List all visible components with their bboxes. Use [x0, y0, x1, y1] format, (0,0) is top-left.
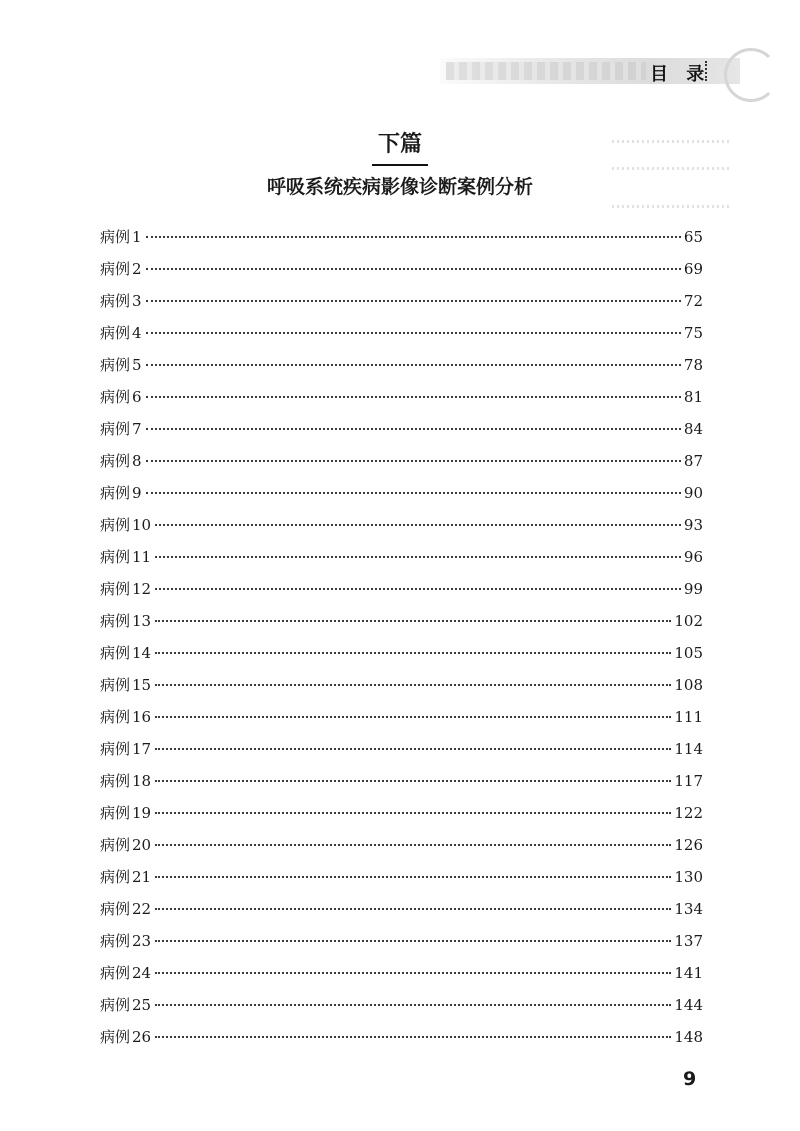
- toc-entry[interactable]: [100, 418, 703, 450]
- toc-entry-page: 99: [683, 580, 703, 598]
- toc-entry-prefix: 病例: [100, 740, 131, 758]
- toc-entry-number: 12: [132, 580, 152, 598]
- toc-entry-number: 1: [132, 228, 142, 246]
- toc-entry-label: [100, 354, 142, 375]
- toc-entry-number: 4: [132, 324, 142, 342]
- toc-entry[interactable]: [100, 546, 703, 578]
- toc-entry-prefix: 病例: [100, 932, 131, 950]
- toc-dot-leader: [155, 780, 671, 782]
- toc-dot-leader: [146, 460, 681, 462]
- toc-entry-prefix: 病例: [100, 516, 131, 534]
- part-subtitle: 呼吸系统疾病影像诊断案例分析: [266, 176, 533, 198]
- toc-entry-number: 2: [132, 260, 142, 278]
- toc-dot-leader: [146, 396, 681, 398]
- toc-entry-page: 102: [674, 612, 703, 630]
- toc-entry-label: [100, 802, 151, 823]
- toc-entry-page: 81: [683, 388, 703, 406]
- toc-entry-number: 15: [132, 676, 152, 694]
- toc-entry-prefix: 病例: [100, 644, 131, 662]
- toc-entry-label: [100, 770, 151, 791]
- toc-entry-number: 19: [132, 804, 152, 822]
- toc-dot-leader: [146, 300, 681, 302]
- toc-entry[interactable]: [100, 834, 703, 866]
- toc-dot-leader: [155, 716, 671, 718]
- toc-dot-leader: [155, 524, 681, 526]
- toc-entry-prefix: 病例: [100, 420, 131, 438]
- toc-entry-number: 8: [132, 452, 142, 470]
- toc-entry-prefix: 病例: [100, 836, 131, 854]
- toc-entry-page: 122: [674, 804, 703, 822]
- toc-entry[interactable]: [100, 1026, 703, 1058]
- toc-entry-page: 93: [683, 516, 703, 534]
- running-header-bleedthrough: [446, 62, 646, 80]
- toc-entry-prefix: 病例: [100, 580, 131, 598]
- toc-entry-page: 72: [683, 292, 703, 310]
- toc-entry-prefix: 病例: [100, 964, 131, 982]
- toc-dot-leader: [155, 620, 671, 622]
- section-label: 目 录: [650, 64, 711, 85]
- toc-entry[interactable]: [100, 290, 703, 322]
- toc-entry-prefix: 病例: [100, 388, 131, 406]
- toc-entry-number: 10: [132, 516, 152, 534]
- toc-dot-leader: [146, 492, 681, 494]
- toc-entry[interactable]: [100, 994, 703, 1026]
- toc-entry[interactable]: [100, 930, 703, 962]
- toc-entry-label: [100, 226, 142, 247]
- toc-entry-page: 137: [674, 932, 703, 950]
- toc-entry-page: 96: [683, 548, 703, 566]
- toc-entry[interactable]: [100, 322, 703, 354]
- toc-dot-leader: [146, 428, 681, 430]
- toc-entry-number: 25: [132, 996, 152, 1014]
- toc-entry[interactable]: [100, 898, 703, 930]
- toc-entry-label: [100, 578, 151, 599]
- toc-entry-label: [100, 610, 151, 631]
- toc-entry[interactable]: [100, 738, 703, 770]
- toc-entry[interactable]: [100, 354, 703, 386]
- toc-dot-leader: [155, 972, 671, 974]
- toc-entry-label: [100, 290, 142, 311]
- toc-dot-leader: [155, 1036, 671, 1038]
- toc-entry-page: 148: [674, 1028, 703, 1046]
- toc-entry-number: 7: [132, 420, 142, 438]
- toc-entry-page: 65: [683, 228, 703, 246]
- toc-entry[interactable]: [100, 642, 703, 674]
- toc-entry-page: 78: [683, 356, 703, 374]
- toc-entry-number: 24: [132, 964, 152, 982]
- toc-entry-prefix: 病例: [100, 1028, 131, 1046]
- toc-dot-leader: [155, 588, 681, 590]
- toc-entry-prefix: 病例: [100, 228, 131, 246]
- toc-entry-prefix: 病例: [100, 804, 131, 822]
- toc-entry-label: [100, 898, 151, 919]
- toc-entry-prefix: 病例: [100, 356, 131, 374]
- toc-entry-label: [100, 674, 151, 695]
- toc-entry[interactable]: [100, 450, 703, 482]
- toc-entry-prefix: 病例: [100, 676, 131, 694]
- toc-entry-number: 5: [132, 356, 142, 374]
- toc-entry-label: [100, 482, 142, 503]
- toc-entry-page: 126: [674, 836, 703, 854]
- toc-dot-leader: [155, 556, 681, 558]
- toc-entry-number: 18: [132, 772, 152, 790]
- header-separator: [705, 61, 707, 81]
- part-title-text: 下篇: [372, 127, 428, 166]
- toc-entry-label: [100, 418, 142, 439]
- toc-entry-label: [100, 866, 151, 887]
- toc-dot-leader: [155, 684, 671, 686]
- toc-entry-label: [100, 642, 151, 663]
- toc-entry-label: [100, 514, 151, 535]
- toc-entry-label: [100, 450, 142, 471]
- toc-entry-number: 23: [132, 932, 152, 950]
- toc-entry-label: [100, 386, 142, 407]
- toc-entry-label: [100, 546, 151, 567]
- toc-entry-label: [100, 930, 151, 951]
- toc-entry[interactable]: [100, 802, 703, 834]
- toc-entry[interactable]: [100, 962, 703, 994]
- toc-entry-number: 26: [132, 1028, 152, 1046]
- toc-dot-leader: [155, 940, 671, 942]
- toc-dot-leader: [155, 908, 671, 910]
- toc-entry-label: [100, 738, 151, 759]
- toc-entry-prefix: 病例: [100, 292, 131, 310]
- toc-entry-number: 16: [132, 708, 152, 726]
- toc-entry-page: 130: [674, 868, 703, 886]
- toc-entry-number: 14: [132, 644, 152, 662]
- toc-entry-page: 87: [683, 452, 703, 470]
- toc-dot-leader: [155, 812, 671, 814]
- emblem-arc-icon: [724, 48, 778, 102]
- toc-entry[interactable]: [100, 226, 703, 258]
- toc-dot-leader: [146, 364, 681, 366]
- bleedthrough-line: [612, 167, 732, 170]
- toc-entry-page: 117: [674, 772, 703, 790]
- toc-entry-page: 134: [674, 900, 703, 918]
- toc-entry-label: [100, 1026, 151, 1047]
- toc-entry-page: 111: [674, 708, 703, 726]
- toc-entry-number: 20: [132, 836, 152, 854]
- bleedthrough-line: [612, 205, 732, 208]
- toc-entry-number: 11: [132, 548, 152, 566]
- toc-entry-prefix: 病例: [100, 996, 131, 1014]
- toc-entry[interactable]: [100, 674, 703, 706]
- toc-entry-prefix: 病例: [100, 484, 131, 502]
- toc-entry-label: [100, 258, 142, 279]
- toc-entry[interactable]: [100, 514, 703, 546]
- toc-entry-number: 22: [132, 900, 152, 918]
- toc-entry[interactable]: [100, 866, 703, 898]
- toc-entry-prefix: 病例: [100, 868, 131, 886]
- toc-entry-number: 9: [132, 484, 142, 502]
- toc-entry-prefix: 病例: [100, 612, 131, 630]
- toc-entry-label: [100, 994, 151, 1015]
- toc-entry-page: 75: [683, 324, 703, 342]
- toc-entry-number: 21: [132, 868, 152, 886]
- toc-entry-number: 17: [132, 740, 152, 758]
- toc-entry[interactable]: [100, 578, 703, 610]
- toc-entry-label: [100, 706, 151, 727]
- toc-entry-label: [100, 834, 151, 855]
- toc-entry-prefix: 病例: [100, 548, 131, 566]
- toc-entry-prefix: 病例: [100, 900, 131, 918]
- toc-dot-leader: [155, 748, 671, 750]
- page-number: 9: [683, 1068, 697, 1090]
- toc-entry-page: 114: [674, 740, 703, 758]
- toc-entry[interactable]: [100, 770, 703, 802]
- toc-entry[interactable]: [100, 258, 703, 290]
- toc-entry-page: 144: [674, 996, 703, 1014]
- toc-entry[interactable]: [100, 386, 703, 418]
- part-title: [0, 127, 800, 166]
- toc-dot-leader: [155, 1004, 671, 1006]
- toc-entry-page: 84: [683, 420, 703, 438]
- toc-entry-prefix: 病例: [100, 708, 131, 726]
- toc-entry-prefix: 病例: [100, 324, 131, 342]
- toc-entry[interactable]: [100, 706, 703, 738]
- toc-dot-leader: [155, 876, 671, 878]
- toc-entry-label: [100, 322, 142, 343]
- toc-entry-number: 6: [132, 388, 142, 406]
- toc-list: [100, 226, 703, 1058]
- toc-entry-page: 69: [683, 260, 703, 278]
- toc-dot-leader: [155, 652, 671, 654]
- toc-entry-page: 141: [674, 964, 703, 982]
- toc-entry-label: [100, 962, 151, 983]
- toc-entry-number: 3: [132, 292, 142, 310]
- toc-dot-leader: [155, 844, 671, 846]
- toc-entry-prefix: 病例: [100, 452, 131, 470]
- toc-dot-leader: [146, 236, 681, 238]
- toc-dot-leader: [146, 268, 681, 270]
- toc-entry[interactable]: [100, 482, 703, 514]
- toc-entry-page: 105: [674, 644, 703, 662]
- toc-dot-leader: [146, 332, 681, 334]
- toc-entry-page: 90: [683, 484, 703, 502]
- toc-entry[interactable]: [100, 610, 703, 642]
- toc-entry-page: 108: [674, 676, 703, 694]
- toc-entry-number: 13: [132, 612, 152, 630]
- toc-entry-prefix: 病例: [100, 260, 131, 278]
- toc-entry-prefix: 病例: [100, 772, 131, 790]
